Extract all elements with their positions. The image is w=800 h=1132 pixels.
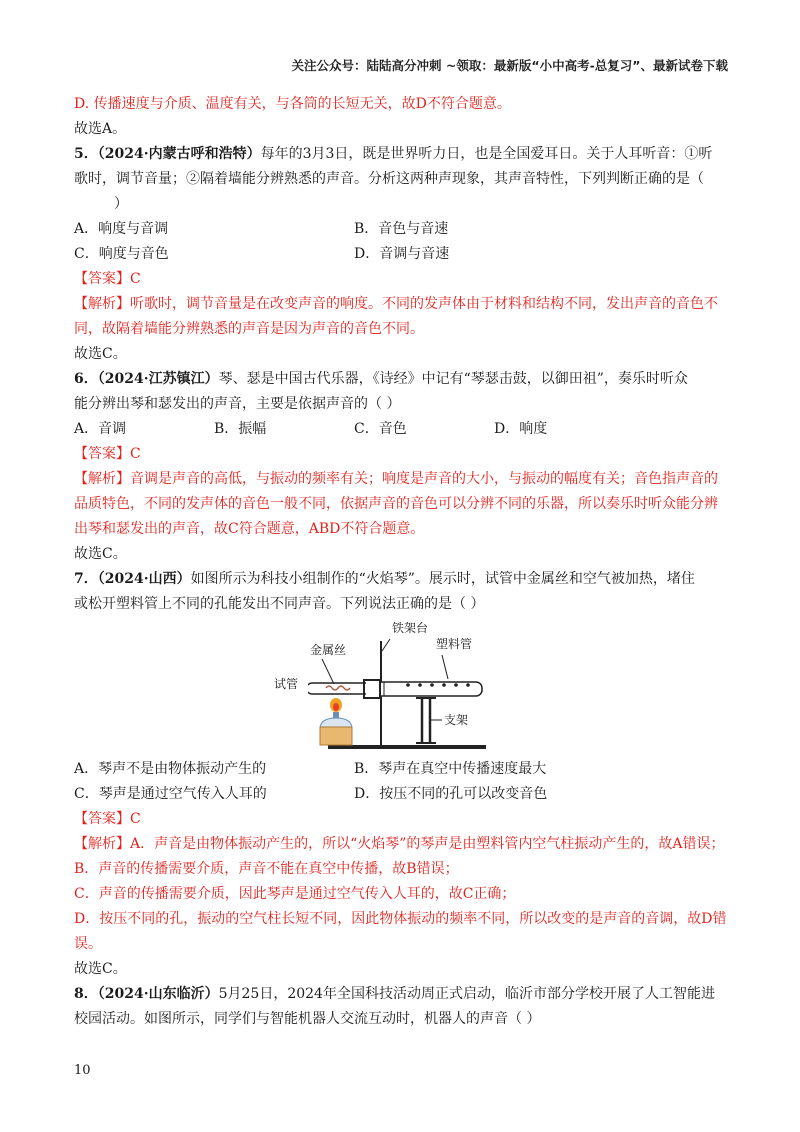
flame-zither-figure [74, 621, 734, 753]
pipe-hole [454, 683, 458, 687]
q5-conclusion: 故选C。 [74, 346, 127, 362]
q6-option-b: B．振幅 [214, 421, 267, 437]
stand-base [328, 745, 486, 749]
q6-stem-text1: 琴、瑟是中国古代乐器，《诗经》中记有“琴瑟击鼓，以御田祖”，奏乐时听众 [218, 371, 688, 387]
q5-number: 5． [74, 146, 98, 162]
q5-stem-line2: 歌时，调节音量；②隔着墙能分辨熟悉的声音。分析这两种声现象，其声音特性，下列判断正确的是（ [74, 171, 704, 187]
q6-number: 6． [74, 371, 98, 387]
q8-stem-line1 [74, 982, 734, 1007]
q5-source: （2024·内蒙古呼和浩特） [97, 146, 261, 162]
q7-analysis-line4: D．按压不同的孔，振动的空气柱长短不同，因此物体振动的频率不同，所以改变的是声音的音调，故D错 [74, 911, 727, 927]
q7-stem-line2: 或松开塑料管上不同的孔能发出不同声音。下列说法正确的是（ ） [74, 596, 485, 612]
q6-source: （2024·江苏镇江） [97, 371, 219, 387]
pipe-hole [406, 683, 410, 687]
q6-option-d: D．响度 [494, 421, 548, 437]
label-iron-stand: 铁架台 [392, 621, 429, 635]
metal-wire [326, 686, 350, 690]
q6-analysis-line2: 品质特色，不同的发声体的音色一般不同，依据声音的音色可以分辨不同的乐器，所以奏乐时听众能分辨 [74, 496, 718, 512]
q5-analysis-text1: 听歌时，调节音量是在改变声音的响度。不同的发声体由于材料和结构不同，发出声音的音色不 [130, 296, 718, 312]
page-number: 10 [74, 1063, 91, 1078]
q5-analysis-line2: 同，故隔着墙能分辨熟悉的声音是因为声音的音色不同。 [74, 321, 424, 337]
q6-conclusion: 故选C。 [74, 546, 127, 562]
q7-analysis-line3: C．声音的传播需要介质，因此琴声是通过空气传入人耳的，故C正确； [74, 886, 516, 902]
page-header: 关注公众号：陆陆高分冲刺 ~领取：最新版“小中高考-总复习”、最新试卷下载 [291, 58, 728, 73]
pipe-leader [442, 655, 448, 679]
q7-option-c: C．琴声是通过空气传入人耳的 [74, 786, 267, 802]
q6-stem-line2: 能分辨出琴和瑟发出的声音，主要是依据声音的（ ） [74, 396, 401, 412]
wire-leader [322, 659, 334, 684]
q7-analysis-line5: 误。 [74, 936, 102, 952]
q5-option-a: A．响度与音调 [74, 221, 169, 237]
pipe-hole [430, 683, 434, 687]
q5-answer: 【答案】C [74, 271, 141, 287]
q8-stem-line2: 校园活动。如图所示，同学们与智能机器人交流互动时，机器人的声音（ ） [74, 1011, 541, 1027]
label-support: 支架 [444, 713, 469, 727]
plastic-pipe [370, 682, 482, 696]
q7-analysis-line1 [74, 832, 734, 857]
q7-option-a: A．琴声不是由物体振动产生的 [74, 761, 267, 777]
pipe-hole [466, 683, 470, 687]
q7-source: （2024·山西） [97, 571, 191, 587]
q5-options-row2 [74, 242, 734, 267]
q7-stem-line1 [74, 567, 734, 592]
q5-stem-line1 [74, 142, 734, 167]
clamp [364, 680, 380, 698]
q5-analysis-label: 【解析】 [74, 296, 130, 312]
q7-option-b: B．琴声在真空中传播速度最大 [354, 761, 547, 777]
q8-stem-text1: 5月25日，2024年全国科技活动周正式启动，临沂市部分学校开展了人工智能进 [218, 986, 715, 1002]
q5-option-d: D．音调与音速 [354, 246, 450, 262]
prev-conclusion: 故选A。 [74, 121, 127, 137]
q7-analysis-text1: A．声音是由物体振动产生的，所以“火焰琴”的琴声是由塑料管内空气柱振动产生的，故A错误； [130, 836, 725, 852]
q7-stem-text1: 如图所示为科技小组制作的“火焰琴”。展示时，试管中金属丝和空气被加热，堵住 [190, 571, 695, 587]
q7-analysis-line2: B．声音的传播需要介质，声音不能在真空中传播，故B错误； [74, 861, 459, 877]
q6-analysis-text1: 音调是声音的高低，与振动的频率有关；响度是声音的大小，与振动的幅度有关；音色指声音的 [130, 471, 718, 487]
q7-number: 7． [74, 571, 98, 587]
q6-answer: 【答案】C [74, 446, 141, 462]
pipe-hole [442, 683, 446, 687]
stand-leader [382, 639, 390, 651]
q5-stem-text1: 每年的3月3日，既是世界听力日，也是全国爱耳日。关于人耳听音：①听 [260, 146, 713, 162]
q6-option-c: C．音色 [354, 421, 407, 437]
q5-options-row1 [74, 217, 734, 242]
q7-answer: 【答案】C [74, 811, 141, 827]
q7-options-row1 [74, 757, 734, 782]
q6-options [74, 417, 734, 442]
q8-source: （2024·山东临沂） [97, 986, 219, 1002]
q5-stem-line3: ） [114, 196, 128, 212]
lamp-body [320, 727, 352, 745]
q5-option-c: C．响度与音色 [74, 246, 169, 262]
q6-option-a: A．音调 [74, 421, 127, 437]
label-test-tube: 试管 [274, 677, 299, 691]
q8-number: 8． [74, 986, 98, 1002]
q6-analysis-line3: 出琴和瑟发出的声音，故C符合题意，ABD不符合题意。 [74, 521, 425, 537]
q7-analysis-label: 【解析】 [74, 836, 130, 852]
q7-options-row2 [74, 782, 734, 807]
q7-conclusion: 故选C。 [74, 961, 127, 977]
q5-analysis-line1 [74, 292, 734, 317]
q6-stem-line1 [74, 367, 734, 392]
page-content [74, 92, 734, 1032]
label-metal-wire: 金属丝 [310, 643, 347, 657]
pipe-hole [418, 683, 422, 687]
q5-option-b: B．音色与音速 [354, 221, 449, 237]
q7-option-d: D．按压不同的孔可以改变音色 [354, 786, 548, 802]
prev-option-d-explanation: D. 传播速度与介质、温度有关，与各筒的长短无关，故D不符合题意。 [74, 96, 511, 112]
label-plastic-pipe: 塑料管 [436, 637, 473, 651]
q6-analysis-line1 [74, 467, 734, 492]
q6-analysis-label: 【解析】 [74, 471, 130, 487]
